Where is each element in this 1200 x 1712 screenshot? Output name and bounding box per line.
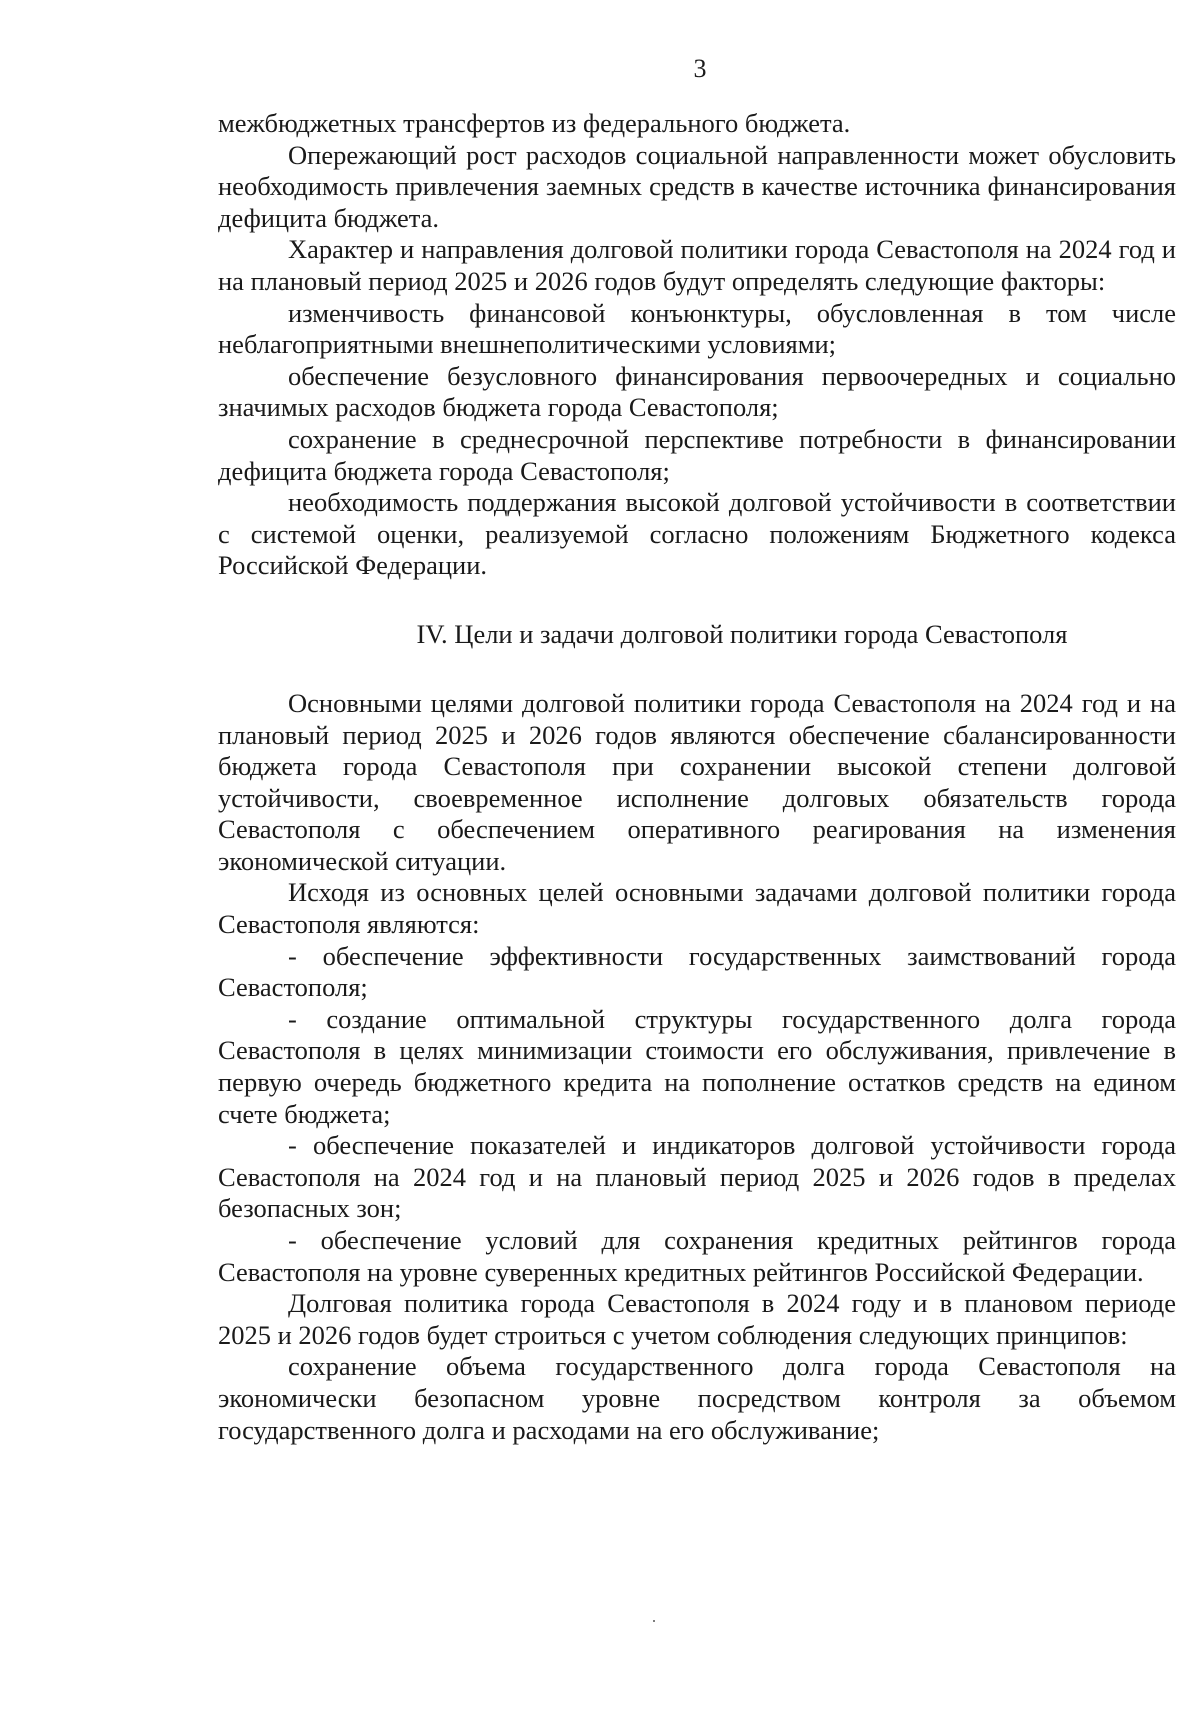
paragraph: - обеспечение эффективности государственных заимствований города Севастополя; [218,940,1176,1003]
paragraph: - обеспечение показателей и индикаторов долговой устойчивости города Севастополя на 2024 год и на плановый период 2025 и 2026 годов в пределах безопасных зон; [218,1130,1176,1224]
paragraph: Опережающий рост расходов социальной направленности может обусловить необходимость привлечения заемных средств в качестве источника финансирования дефицита бюджета. [218,139,1176,233]
paragraph: сохранение в среднесрочной перспективе потребности в финансировании дефицита бюджета города Севастополя; [218,423,1176,486]
scan-speck [653,1620,655,1622]
paragraph: Характер и направления долговой политики города Севастополя на 2024 год и на плановый период 2025 и 2026 годов будут определять следующие факторы: [218,234,1176,296]
paragraph: сохранение объема государственного долга города Севастополя на экономически безопасном уровне посредством контроля за объемом государственного долга и расходами на его обслуживание; [218,1351,1176,1445]
paragraph: - создание оптимальной структуры государственного долга города Севастополя в целях минимизации стоимости его обслуживания, привлечение в первую очередь бюджетного кредита на пополнение остатков средств на едином счете бюджета; [218,1003,1176,1129]
document-body [218,108,1176,1446]
paragraph: обеспечение безусловного финансирования первоочередных и социально значимых расходов бюджета города Севастополя; [218,360,1176,423]
section-body [218,688,1176,1446]
paragraph: межбюджетных трансфертов из федерального бюджета. [218,108,851,138]
paragraph: изменчивость финансовой конъюнктуры, обусловленная в том числе неблагоприятными внешнеполитическими условиями; [218,297,1176,360]
paragraph: Исходя из основных целей основными задачами долговой политики города Севастополя являются: [218,877,1176,940]
paragraph: - обеспечение условий для сохранения кредитных рейтингов города Севастополя на уровне суверенных кредитных рейтингов Российской Федерации. [218,1225,1176,1287]
paragraph: Основными целями долговой политики города Севастополя на 2024 год и на плановый период 2025 и 2026 годов являются обеспечение сбалансированности бюджета города Севастополя при сохранении высокой степени долговой устойчивости, своевременное исполнение долговых обязательств города Севастополя с обеспечением оперативного реагирования на изменения экономической ситуации. [218,687,1176,876]
page-number: 3 [693,54,707,83]
paragraph: Долговая политика города Севастополя в 2024 году и в плановом периоде 2025 и 2026 годов будет строиться с учетом соблюдения следующих принципов: [218,1288,1176,1350]
section-heading: IV. Цели и задачи долговой политики города Севастополя [416,618,1068,649]
section-intro [218,108,1176,582]
paragraph: необходимость поддержания высокой долговой устойчивости в соответствии с системой оценки, реализуемой согласно положениям Бюджетного кодекса Российской Федерации. [218,487,1176,581]
